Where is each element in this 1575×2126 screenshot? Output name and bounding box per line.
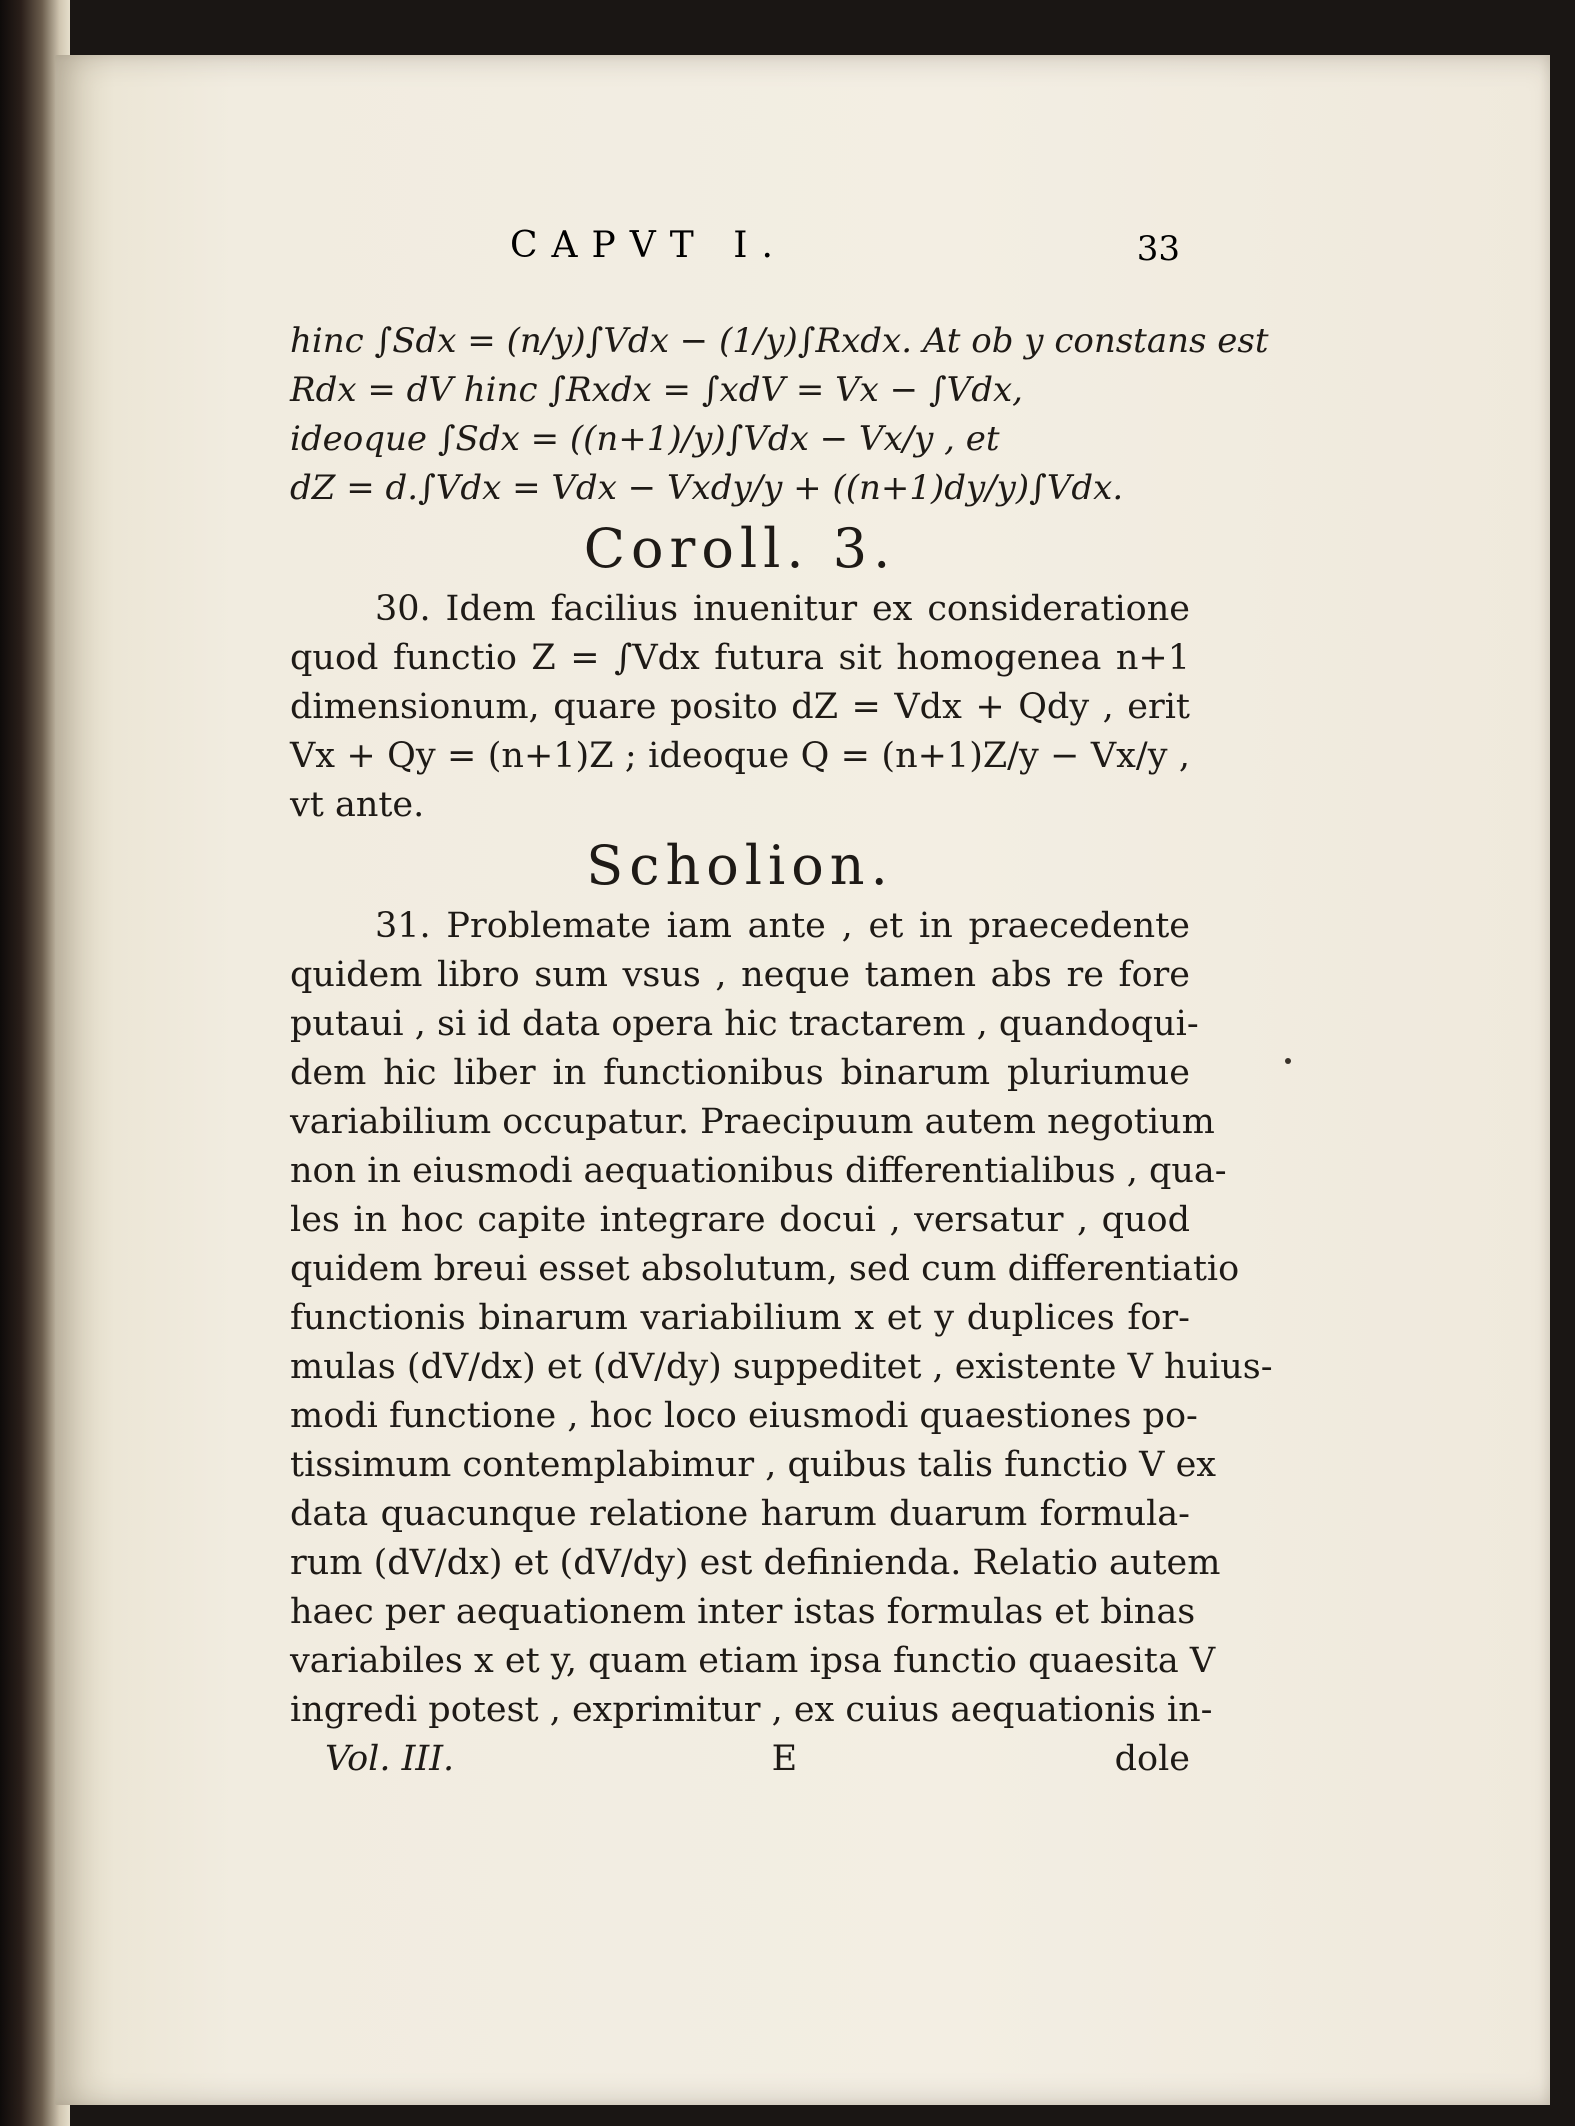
paragraph-line: haec per aequationem inter istas formulas et binas — [290, 1592, 1196, 1632]
paragraph-line: variabilium occupatur. Praecipuum autem negotium — [290, 1102, 1215, 1142]
paragraph-line: functionis binarum variabilium x et y duplices for- — [290, 1298, 1190, 1338]
paragraph-line: 30. Idem facilius inuenitur ex consideratione — [375, 589, 1190, 629]
paragraph-line: mulas (dV/dx) et (dV/dy) suppeditet , existente V huius- — [290, 1347, 1273, 1387]
paragraph-line: dem hic liber in functionibus binarum pluriumue — [290, 1053, 1190, 1093]
math-line: ideoque ∫Sdx = ((n+1)/y)∫Vdx − Vx/y , et — [290, 419, 1000, 459]
running-title: CAPVT I. — [510, 225, 787, 266]
paragraph-line: quod functio Z = ∫Vdx futura sit homogenea n+1 — [290, 638, 1190, 678]
math-line: Rdx = dV hinc ∫Rxdx = ∫xdV = Vx − ∫Vdx, — [290, 370, 1023, 410]
signature-mark: E — [771, 1739, 798, 1779]
paragraph-line: variabiles x et y, quam etiam ipsa functio quaesita V — [290, 1641, 1216, 1681]
paragraph-line: dimensionum, quare posito dZ = Vdx + Qdy , erit — [290, 687, 1190, 727]
volume-label: Vol. III. — [325, 1739, 455, 1779]
paragraph-line: Vx + Qy = (n+1)Z ; ideoque Q = (n+1)Z/y − Vx/y , — [290, 736, 1190, 776]
catchword: dole — [1114, 1739, 1190, 1779]
page-footer — [290, 1735, 1190, 1784]
paragraph-line: non in eiusmodi aequationibus differentialibus , qua- — [290, 1151, 1227, 1191]
paragraph-line: data quacunque relatione harum duarum formula- — [290, 1494, 1190, 1534]
paragraph-line: rum (dV/dx) et (dV/dy) est definienda. Relatio autem — [290, 1543, 1221, 1583]
paragraph-line: vt ante. — [290, 785, 425, 825]
paragraph-line: quidem libro sum vsus , neque tamen abs re fore — [290, 955, 1190, 995]
paragraph-line: putaui , si id data opera hic tractarem , quandoqui- — [290, 1004, 1199, 1044]
ink-dot — [1285, 1058, 1291, 1064]
page-number: 33 — [1136, 229, 1180, 269]
book-page — [55, 55, 1550, 2105]
running-head — [290, 225, 1190, 285]
text-block — [290, 317, 1273, 1784]
math-line: dZ = d.∫Vdx = Vdx − Vxdy/y + ((n+1)dy/y)∫Vdx. — [290, 468, 1124, 508]
paragraph-line: ingredi potest , exprimitur , ex cuius aequationis in- — [290, 1690, 1213, 1730]
paragraph-line: quidem breui esset absolutum, sed cum differentiatio — [290, 1249, 1240, 1289]
paragraph-line: modi functione , hoc loco eiusmodi quaestiones po- — [290, 1396, 1198, 1436]
paragraph-line: 31. Problemate iam ante , et in praecedente — [375, 906, 1190, 946]
heading-corollary: Coroll. 3. — [583, 517, 897, 580]
paragraph-line: les in hoc capite integrare docui , versatur , quod — [290, 1200, 1190, 1240]
paragraph-line: tissimum contemplabimur , quibus talis functio V ex — [290, 1445, 1217, 1485]
heading-scholion: Scholion. — [586, 834, 894, 897]
math-line: hinc ∫Sdx = (n/y)∫Vdx − (1/y)∫Rxdx. At ob y constans est — [290, 321, 1269, 361]
